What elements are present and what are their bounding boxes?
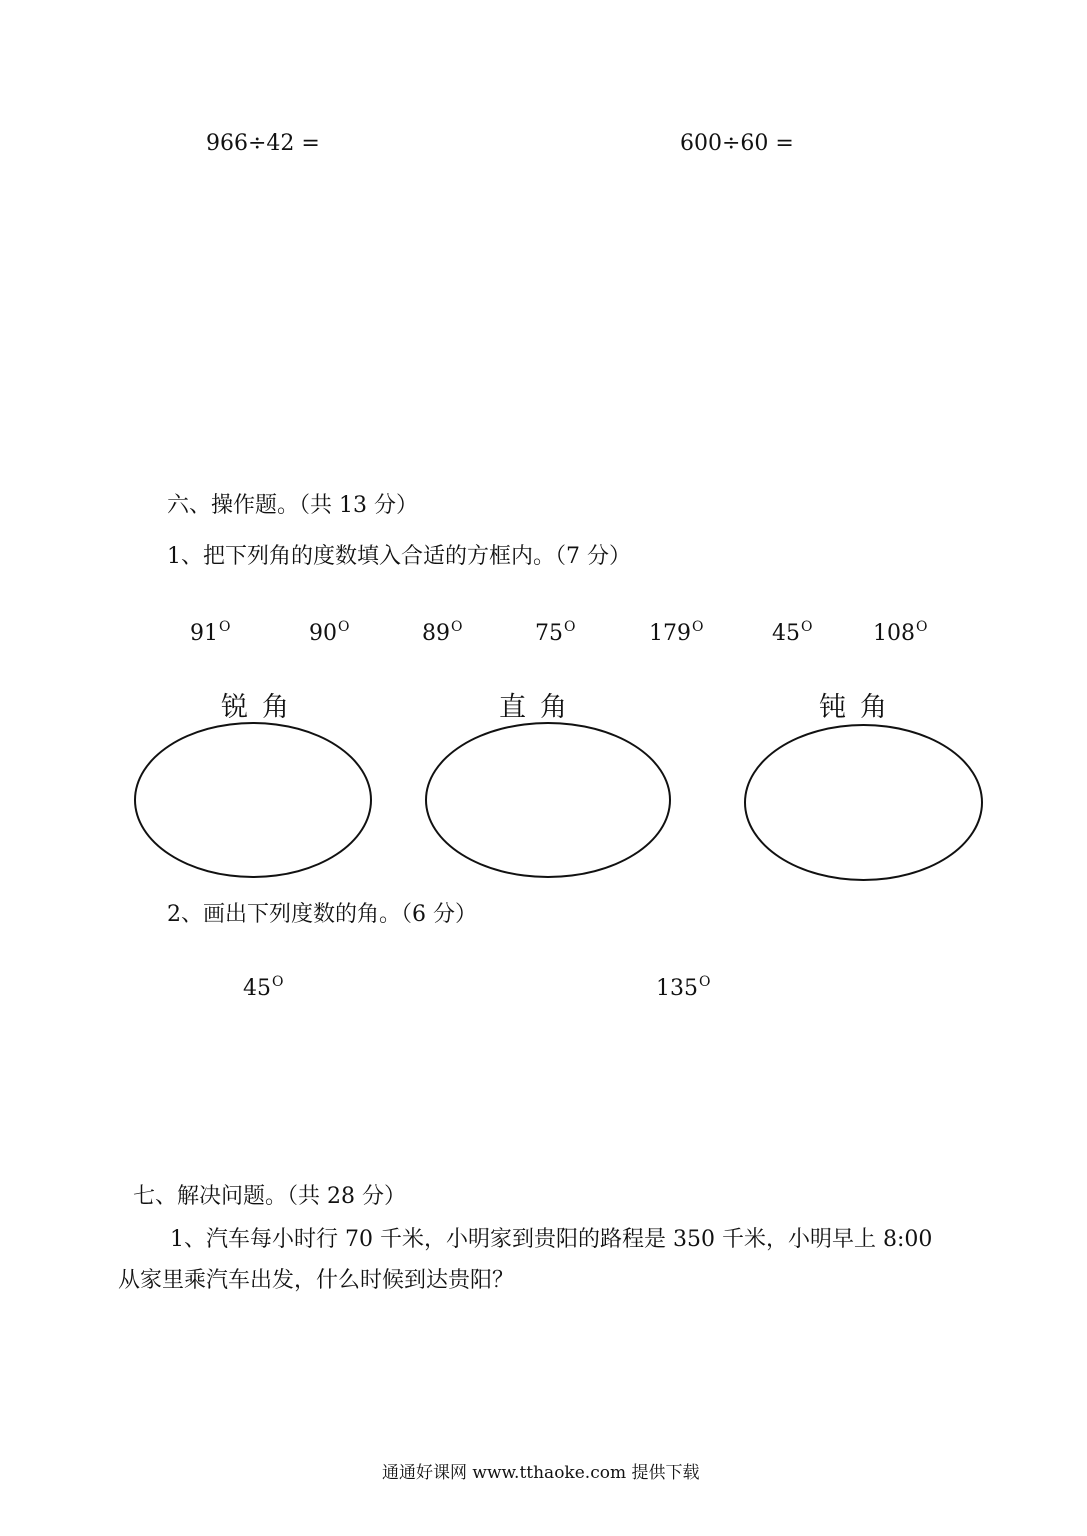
- category-acute-label: 锐角: [221, 692, 303, 723]
- page-footer: 通通好课网 www.tthaoke.com 提供下载: [382, 1463, 700, 1483]
- obtuse-answer-oval[interactable]: [744, 724, 983, 881]
- division-problem-2: 600÷60 =: [680, 131, 794, 156]
- degree-item: $90^O$: [309, 619, 350, 646]
- section-7-title: 七、解决问题。（共 28 分）: [133, 1184, 406, 1209]
- section-6-title: 六、操作题。（共 13 分）: [167, 493, 418, 518]
- draw-angle-item: $45^O$: [243, 974, 284, 1001]
- category-obtuse-label: 钝角: [819, 692, 901, 723]
- section-7-question-1-line-2: 从家里乘汽车出发，什么时候到达贵阳？: [118, 1268, 515, 1293]
- degree-item: $108^O$: [873, 619, 928, 646]
- degree-item: $75^O$: [535, 619, 576, 646]
- section-6-question-2: 2、画出下列度数的角。（6 分）: [167, 902, 477, 927]
- section-7-question-1-line-1: 1、汽车每小时行 70 千米，小明家到贵阳的路程是 350 千米，小明早上 8:00: [170, 1227, 933, 1252]
- acute-answer-oval[interactable]: [134, 722, 372, 878]
- division-problem-1: 966÷42 =: [206, 131, 320, 156]
- degree-item: $179^O$: [649, 619, 704, 646]
- right-answer-oval[interactable]: [425, 722, 671, 878]
- category-right-label: 直角: [499, 692, 581, 723]
- degree-item: $89^O$: [422, 619, 463, 646]
- draw-angle-item: $135^O$: [656, 974, 711, 1001]
- degree-item: $91^O$: [190, 619, 231, 646]
- degree-item: $45^O$: [772, 619, 813, 646]
- section-6-question-1: 1、把下列角的度数填入合适的方框内。（7 分）: [167, 544, 631, 569]
